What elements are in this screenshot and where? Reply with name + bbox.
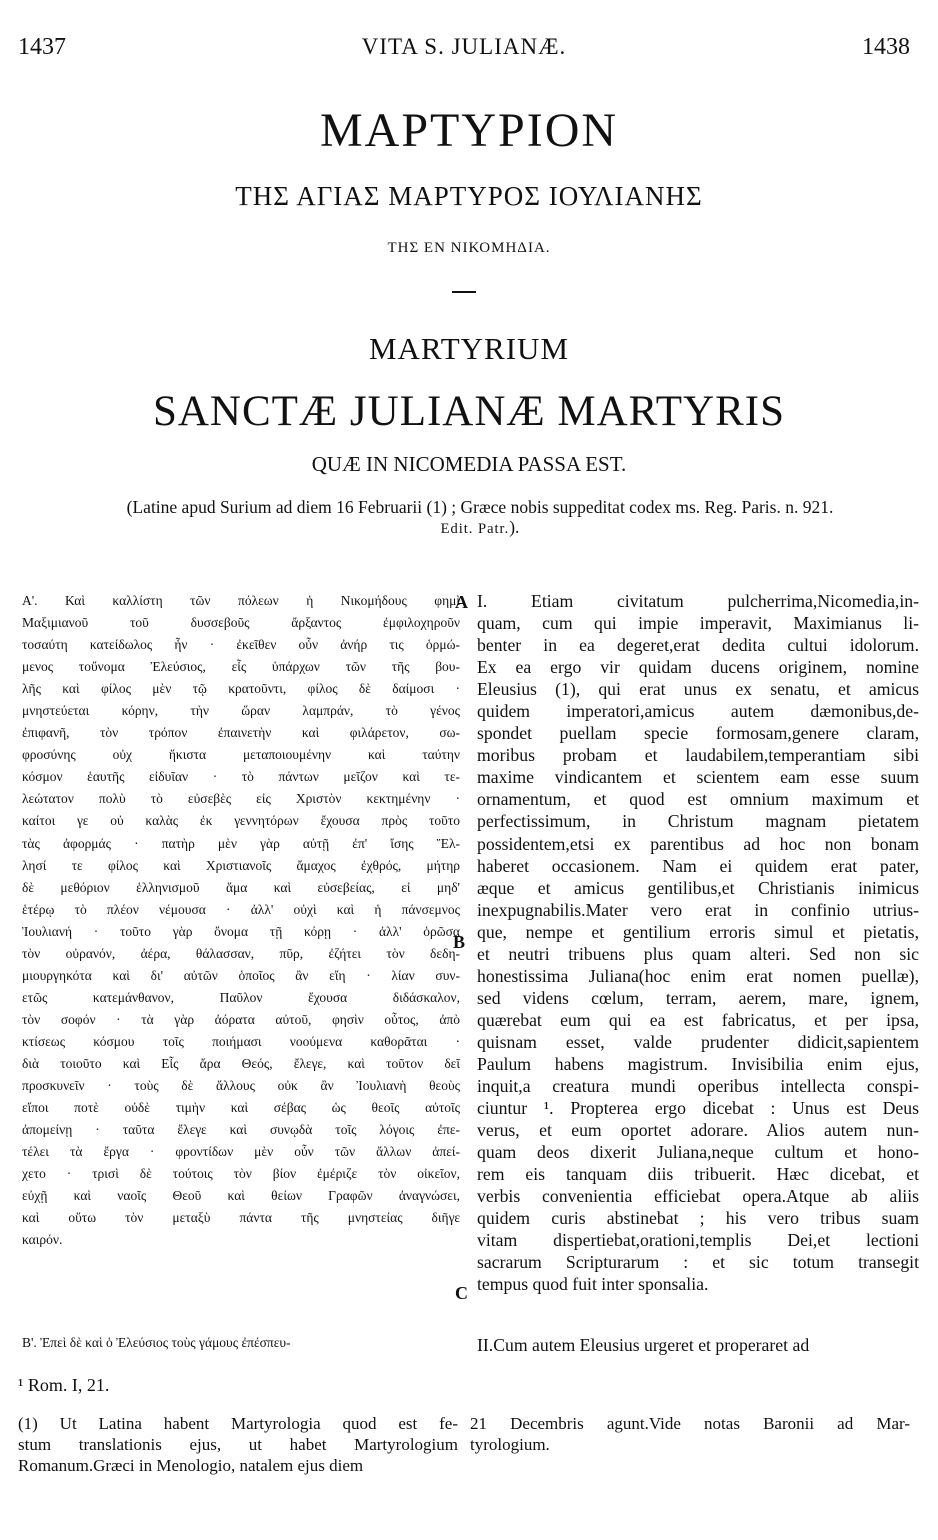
source-note-end: ). [509,517,520,537]
greek-column [22,590,460,1251]
greek-text-line: λησί τε φίλος καὶ Χριστιανοῖς ἄμαχος ἐχθρός, μήτηρ [22,857,460,873]
latin-text-line: rem eis tanquam diis tribuerit. Hæc dicebat, et [477,1164,919,1185]
greek-text-line: ἐπιφανῆ, τὸν τρόπον ἐπαινετὴν καὶ φιλάρετον, σω- [22,725,460,741]
greek-text-line: λεώτατον πολὺ τὸ εὐσεβὲς εἰς Χριστὸν κεκτημένην · [22,791,460,807]
footnote-line: stum translationis ejus, ut habet Martyrologium [18,1435,458,1454]
greek-subtitle: ΤΗΣ ΑΓΙΑΣ ΜΑΡΤΥΡΟΣ ΙΟΥΛΙΑΝΗΣ [235,181,703,211]
greek-text-line: τοσαύτη κατείδωλος ἦν · ἐκεῖθεν οὖν ἀνήρ τις ὁρμώ- [22,637,460,653]
latin-text-line: ciuntur ¹. Propterea ergo dicebat : Unus est Deus [477,1098,919,1119]
latin-column [477,590,919,1296]
greek-paragraph-2: Β'. Ἐπεὶ δὲ καὶ ὁ Ἐλεύσιος τοὺς γάμους ἐπέσπευ- [22,1335,291,1350]
latin-text-line: et neutri tribuens plus quam alteri. Sed non sic [477,943,919,964]
greek-text-line: Α'. Καὶ καλλίστη τῶν πόλεων ἡ Νικομήδους φημὶ [22,593,460,608]
latin-text-line: Paulum habens magistrum. Invisibilia enim ejus, [477,1053,919,1074]
source-note-line-2 [50,517,910,539]
latin-text-line: inquit,a creatura mundi operibus intellecta conspi- [477,1076,919,1097]
latin-text-line: possidentem,etsi ex parentibus ad hoc non bonam [477,833,919,854]
footnote-line: 21 Decembris agunt.Vide notas Baronii ad Mar- [470,1414,910,1433]
footnote-right [470,1413,910,1455]
latin-text-line: quam deos dixerit Juliana,neque cultum et hono- [477,1142,919,1163]
latin-text-line: honestissima Juliana(hoc enim erat nomen puellæ), [477,965,919,986]
greek-text-line: χετο · τρισὶ δὲ τούτοις τὸν βίον ἐμέριζε τὸν οἰκεῖον, [22,1166,460,1182]
greek-text-line: τὸν οὐρανόν, ἀέρα, θάλασσαν, πῦρ, ἐζήτει τὸν δεδη- [22,945,460,961]
latin-text-line: quam, cum qui impie imperavit, Maximianus li- [477,613,919,634]
greek-text-line: ἀπομείνῃ · ταῦτα ἔλεγε καὶ συνῳδὰ τοῖς λόγοις ἐπε- [22,1122,460,1138]
latin-text-line: verus, et eum oportet adorare. Alios autem nun- [477,1120,919,1141]
greek-text-line: δὲ μεθόριον ἑλληνισμοῦ ἅμα καὶ εὐσεβείας, εἰ μηδ' [22,879,460,895]
greek-text-line: διὰ τοιοῦτο καὶ Εἷς ἄρα Θεός, ἔλεγε, καὶ τοῦτον δεῖ [22,1055,460,1071]
latin-text-line: Eleusius (1), qui erat unus ex senatu, et amicus [477,679,919,700]
latin-subtitle-2: QUÆ IN NICOMEDIA PASSA EST. [311,452,627,476]
divider [452,291,476,293]
latin-text-line: æque et amicus gentilibus,et Christianis inimicus [477,877,919,898]
latin-text-line: inexpugnabilis.Mater vero erat in confinio utrius- [477,899,919,920]
greek-subtitle-2: ΤΗΣ ΕΝ ΝΙΚΟΜΗΔΙΑ. [387,240,551,256]
running-title: VITA S. JULIANÆ. [361,34,567,59]
greek-title: ΜΑΡΤΥΡΙΟΝ [319,104,619,157]
greek-text-line: καίτοι γε οὐ καλὰς ἐκ γεννητόρων ἔχουσα πρὸς τοῦτο [22,813,460,829]
margin-letter-a: A [455,592,468,612]
latin-text-line: quidem curis abstinebat ; his vero tribus suam [477,1208,919,1229]
latin-text-line: tempus quod fuit inter sponsalia. [477,1274,709,1295]
latin-text-line: quærebat eum qui ea est fabricatus, et per ipsa, [477,1009,919,1030]
greek-text-line: τὸν σοφόν · τὰ γὰρ ἀόρατα αὐτοῦ, φησὶν οὗτος, ἀπὸ [22,1011,460,1027]
latin-text-line: ornamentum, et quod est omnium maximum et [477,789,919,810]
greek-text-line: καιρόν. [22,1232,63,1248]
latin-text-line: moribus probam et laudabilem,temperantiam sibi [477,745,919,766]
footnote-line: Romanum.Græci in Menologio, natalem ejus diem [18,1456,364,1475]
margin-letter-b: B [453,932,466,952]
greek-text-line: Ἰουλιανή · τοῦτο γὰρ ὄνομα τῇ κόρῃ · ἀλλ' ὁρῶσα [22,923,460,939]
latin-paragraph-2: II.Cum autem Eleusius urgeret et properaret ad [477,1335,810,1355]
latin-text-line: verbis convenientia efficiebat opera.Atque ab aliis [477,1186,919,1207]
page-number-left: 1437 [18,34,66,60]
latin-text-line: maxime vindicantem et scientem eam esse suum [477,767,919,788]
greek-text-line: προσκυνεῖν · τοὺς δὲ ἄλλους οὐκ ἂν Ἰουλιανὴ θεοὺς [22,1078,460,1094]
greek-text-line: καὶ οὕτω τὸν μεταξὺ πάντα τῆς μνηστείας διῆγε [22,1210,460,1226]
footnote-line: tyrologium. [470,1435,550,1454]
greek-text-line: τέλει τὰ ἔργα · φροντίδων μὲν οὖν τῶν ἄλλων ἀπεί- [22,1144,460,1160]
greek-text-line: ἑτέρῳ τὸ πλέον νέμουσα · ἀλλ' οὐχὶ καὶ ἡ πάνσεμνος [22,901,460,917]
latin-text-line: vitam dispertiebat,orationi,templis Dei,et lectioni [477,1230,919,1251]
latin-title: MARTYRIUM [368,331,570,366]
footnote-left [18,1413,458,1476]
greek-text-line: μενος τοὔνομα Ἐλεύσιος, εἷς ὑπάρχων τῶν τῆς βου- [22,659,460,675]
latin-text-line: sed videns cœlum, terram, aerem, mare, ignem, [477,987,919,1008]
greek-text-line: Μαξιμιανοῦ τοῦ δυσσεβοῦς ἄρξαντος ἐμφιλοχηροῦν [22,615,460,631]
latin-text-line: haberet occasionem. Nam ei quidem erat pater, [477,855,919,876]
running-header [18,34,910,64]
greek-text-line: τὰς ἀφορμάς · πατὴρ μὲν γὰρ αὐτῇ ἐπ' ἴσης Ἕλ- [22,835,460,851]
latin-text-line: que, nempe et gentilium erroris simul et pietatis, [477,921,919,942]
footnote-reference: ¹ Rom. I, 21. [18,1375,110,1395]
greek-text-line: μνηστεύεται κόρην, τὴν ὥραν λαμπράν, τὸ γένος [22,703,460,719]
source-note-line-1: (Latine apud Surium ad diem 16 Februarii (1) ; Græce nobis suppeditat codex ms. Reg. Paris. n. 921. [126,497,834,517]
latin-subtitle: SANCTÆ JULIANÆ MARTYRIS [152,388,786,435]
greek-text-line: μιουργηκότα καὶ δι' αὐτῶν ὁποῖος ἂν εἴη · λίαν συν- [22,967,460,983]
latin-text-line: Ex ea ergo vir quidam ducens originem, nomine [477,657,919,678]
greek-text-line: κόσμον ἑαυτῆς εἰδυῖαν · τὸ πάντων μεῖζον καὶ τε- [22,769,460,785]
source-note [50,497,910,539]
greek-text-line: ετῶς κατεμάνθανον, Παῦλον ἔχουσα διδάσκαλον, [22,989,460,1005]
greek-text-line: κτίσεως κόσμου τοῖς ποιήμασι νοούμενα καθορᾶται · [22,1033,460,1049]
latin-text-line: spondet puellam specie formosam,genere claram, [477,723,919,744]
greek-text-line: λῆς καὶ φίλος μὲν τῷ κρατοῦντι, φίλος δὲ δαίμοσι · [22,681,460,697]
latin-text-line: sacrarum Scripturarum : et sic totum transegit [477,1252,919,1273]
editor-mark: Edit. Patr. [440,521,510,537]
latin-text-line: perfectissimum, in Christum magnam pietatem [477,811,919,832]
page-number-right: 1438 [862,34,910,60]
greek-text-line: φροσύνης οὐχ ἥκιστα μεταποιουμένην καὶ ταύτην [22,747,460,763]
latin-text-line: quisnam esset, valde prudenter didicit,sapientem [477,1031,919,1052]
greek-text-line: εἴποι ποτὲ οὐδὲ τιμὴν καὶ σέβας ὡς θεοῖς αὐτοῖς [22,1100,460,1116]
margin-letter-c: C [455,1283,468,1303]
greek-text-line: εὐχῇ καὶ ναοῖς Θεοῦ καὶ θείων Γραφῶν ἀναγνώσει, [22,1188,460,1204]
footnote-line: (1) Ut Latina habent Martyrologia quod est fe- [18,1414,458,1433]
latin-text-line: quidem imperatori,amicus autem dæmonibus,de- [477,701,919,722]
latin-text-line: benter in ea degeret,erat dedita cultui idolorum. [477,635,919,656]
latin-text-line: I. Etiam civitatum pulcherrima,Nicomedia,in- [477,591,919,611]
